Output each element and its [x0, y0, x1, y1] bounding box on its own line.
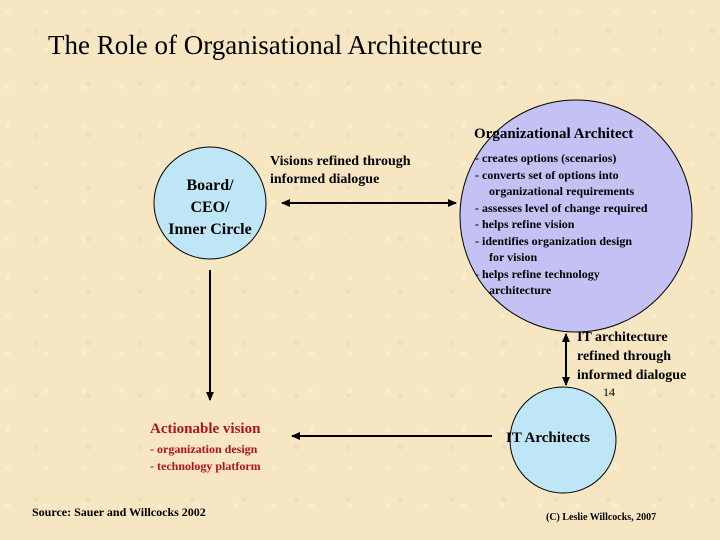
slide-number: 14: [603, 385, 615, 399]
source-citation: Source: Sauer and Willcocks 2002: [32, 505, 206, 519]
actionable-vision-list: [150, 441, 261, 475]
board-line: Board/: [186, 177, 234, 194]
board-line: Inner Circle: [168, 221, 252, 238]
organizational-architect-item: for vision: [489, 250, 538, 264]
actionable-vision-item: - organization design: [150, 442, 258, 456]
visions-line: informed dialogue: [270, 172, 380, 187]
copyright-notice: (C) Leslie Willcocks, 2007: [546, 512, 657, 523]
it-dialogue-label: [577, 328, 686, 385]
organizational-architect-item: architecture: [489, 283, 552, 297]
organizational-architect-item: - helps refine vision: [475, 217, 575, 231]
actionable-vision-title: Actionable vision: [150, 421, 261, 437]
it-architects-label: IT Architects: [506, 430, 591, 446]
visions-dialogue-label: [270, 153, 411, 189]
board-line: CEO/: [190, 199, 230, 216]
it-dialogue-line: IT architecture: [577, 330, 668, 345]
organizational-architect-item: - identifies organization design: [475, 233, 633, 248]
organizational-architect-title: Organizational Architect: [474, 126, 634, 142]
organizational-architect-item: - creates options (scenarios): [475, 151, 617, 165]
organizational-architect-item: - converts set of options into: [475, 167, 619, 182]
it-dialogue-line: refined through: [577, 349, 671, 364]
it-dialogue-line: informed dialogue: [577, 368, 687, 383]
page-title: The Role of Organisational Architecture: [48, 30, 483, 60]
visions-line: Visions refined through: [270, 154, 411, 169]
actionable-vision-item: - technology platform: [150, 459, 261, 473]
organizational-architect-item: organizational requirements: [489, 184, 635, 198]
organizational-architect-item: - helps refine technology: [475, 266, 600, 281]
board-label: [152, 175, 268, 241]
organizational-architect-list: [475, 150, 690, 299]
organizational-architect-item: - assesses level of change required: [475, 200, 648, 215]
